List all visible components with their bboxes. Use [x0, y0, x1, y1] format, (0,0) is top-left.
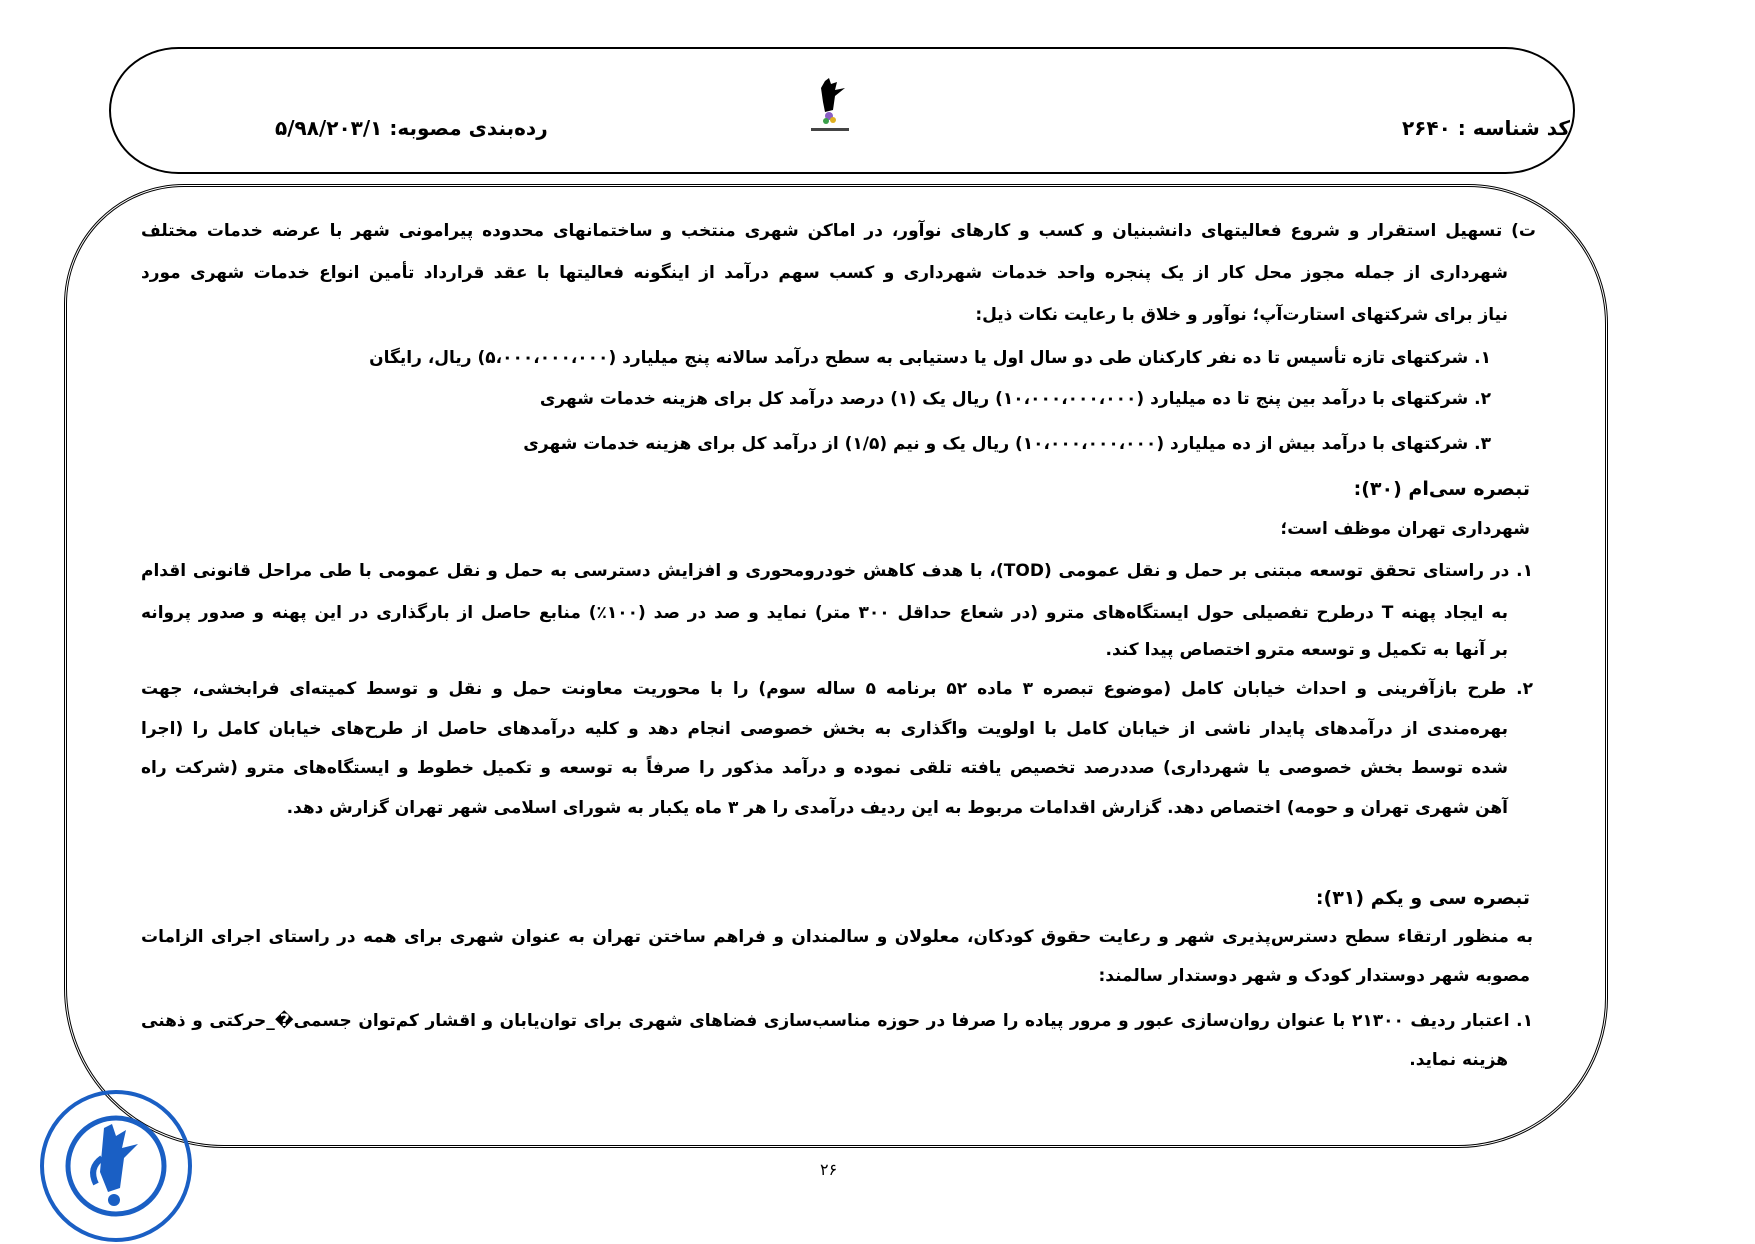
note31-intro-line: مصوبه شهر دوستدار کودک و شهر دوستدار سالمند: [1098, 966, 1530, 986]
note30-item1-line: بر آنها به تکمیل و توسعه مترو اختصاص پیدا کند. [1105, 640, 1508, 660]
note30-item2-line: بهره‌مندی از درآمدهای پایدار ناشی از خیابان کامل با اولویت واگذاری به بخش خصوصی انجام دهد و کلیه درآمدهای حاصل از طرح‌های خیابان کامل را (اجرا [141, 719, 1508, 739]
note30-item2-line: آهن شهری تهران و حومه) اختصاص دهد. گزارش اقدامات مربوط به این ردیف درآمدی را هر ۳ ماه یکبار به شورای اسلامی شهر تهران گزارش دهد. [286, 798, 1508, 818]
note30-item2-line: ۲. طرح بازآفرینی و احداث خیابان کامل (موضوع تبصره ۳ ماده ۵۲ برنامه ۵ ساله سوم) را با محوریت معاونت حمل و نقل و توسط کمیته‌ای فرابخشی، جهت [141, 679, 1533, 699]
note31-item1-line: هزینه نماید. [1409, 1050, 1508, 1070]
section-t-line: نیاز برای شرکتهای استارت‌آپ؛ نوآور و خلاق با رعایت نکات ذیل: [975, 305, 1508, 325]
note30-heading: تبصره سی‌ام (۳۰): [1353, 478, 1530, 500]
section-t-line: ت) تسهیل استقرار و شروع فعالیتهای دانشبنیان و کسب و کارهای نوآور، در اماکن شهری منتخب و ساختمانهای محدوده پیرامونی شهر با عرضه خدمات مختلف [141, 221, 1536, 241]
note31-intro-line: به منظور ارتقاء سطح دسترس‌پذیری شهر و رعایت حقوق کودکان، معلولان و سالمندان و فراهم ساختن تهران به عنوان شهری برای همه در راستای اجرای الزامات [141, 927, 1533, 947]
classification: رده‌بندی مصوبه: ۵/۹۸/۲۰۳/۱ [275, 116, 548, 140]
note30-item1-line: ۱. در راستای تحقق توسعه مبتنی بر حمل و نقل عمومی (TOD)، با هدف کاهش خودرومحوری و افزایش دسترسی به حمل و نقل عمومی با طی مراحل قانونی اقدام [141, 561, 1534, 581]
note30-item1-line: به ایجاد پهنه T درطرح تفصیلی حول ایستگاه‌های مترو (در شعاع حداقل ۳۰۰ متر) نماید و صد در صد (۱۰۰٪) منابع حاصل از بارگذاری در این پهنه و صدور پروانه [141, 603, 1508, 623]
note30-intro: شهرداری تهران موظف است؛ [1280, 519, 1530, 539]
id-code: کد شناسه : ۲۶۴۰ [1401, 116, 1570, 140]
note31-heading: تبصره سی و یکم (۳۱): [1315, 887, 1530, 909]
council-logo [805, 76, 855, 136]
note31-item1-line: ۱. اعتبار ردیف ۲۱۳۰۰ با عنوان روان‌سازی عبور و مرور پیاده را صرفا در حوزه مناسب‌سازی فضاهای شهری برای توان‌یابان و اقشار کم‌توان جسمی�_حرکتی و ذهنی [141, 1011, 1534, 1031]
page-number: ۲۶ [820, 1160, 838, 1179]
section-t-item: ۱. شرکتهای تازه تأسیس تا ده نفر کارکنان طی دو سال اول یا دستیابی به سطح درآمد سالانه پنج میلیارد (۵،۰۰۰،۰۰۰،۰۰۰) ریال، رایگان [369, 348, 1491, 368]
note30-item2-line: شده توسط بخش خصوصی یا شهرداری) صددرصد تخصیص یافته تلقی نموده و درآمد مذکور را صرفاً به توسعه و تکمیل خطوط و ایستگاه‌های مترو (شرکت راه [141, 758, 1508, 778]
council-stamp [38, 1088, 194, 1244]
section-t-item: ۳. شرکتهای با درآمد بیش از ده میلیارد (۱۰،۰۰۰،۰۰۰،۰۰۰) ریال یک و نیم (۱/۵) از درآمد کل برای هزینه خدمات شهری [523, 434, 1491, 454]
section-t-line: شهرداری از جمله مجوز محل کار از یک پنجره واحد خدمات شهرداری و کسب سهم درآمد از اینگونه فعالیتها با عقد قرارداد تأمین انواع خدمات شهری مورد [141, 263, 1508, 283]
section-t-item: ۲. شرکتهای با درآمد بین پنج تا ده میلیارد (۱۰،۰۰۰،۰۰۰،۰۰۰) ریال یک (۱) درصد درآمد کل برای هزینه خدمات شهری [539, 389, 1491, 409]
